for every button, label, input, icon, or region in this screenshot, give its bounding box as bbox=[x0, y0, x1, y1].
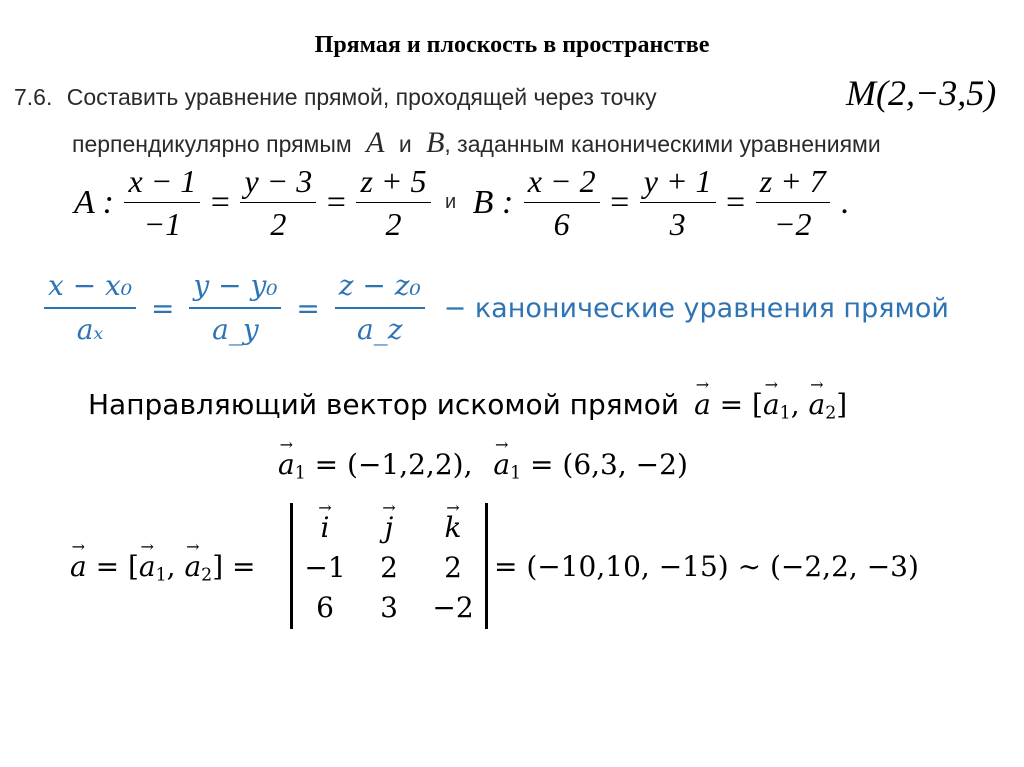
problem-line-2 bbox=[72, 126, 881, 160]
numerator: x − 2 bbox=[527, 163, 596, 199]
denominator: 3 bbox=[640, 202, 716, 245]
problem-text-2a: перпендикулярно прямым bbox=[72, 131, 352, 157]
and-word: и bbox=[445, 191, 457, 213]
numerator: y − y₀ bbox=[193, 269, 278, 302]
equals-sign: = bbox=[296, 291, 320, 325]
page-title: Прямая и плоскость в пространстве bbox=[314, 32, 710, 58]
equals-sign: = bbox=[610, 183, 630, 221]
denominator: a_z bbox=[335, 307, 425, 351]
problem-number: 7.6. bbox=[14, 84, 53, 110]
vector-a1-value: = (−1,2,2), bbox=[314, 448, 473, 481]
matrix-cell: −2 bbox=[432, 591, 474, 624]
lines-equations bbox=[72, 160, 851, 245]
denominator: −2 bbox=[756, 202, 830, 245]
denominator: 2 bbox=[356, 202, 430, 245]
eq-b-label: B : bbox=[472, 183, 514, 221]
eq-a-fraction-2 bbox=[240, 160, 316, 245]
eq-b-fraction-2 bbox=[640, 160, 716, 245]
equals-sign: = bbox=[150, 291, 175, 325]
vector-a1: → a bbox=[139, 550, 156, 583]
numerator: z + 7 bbox=[759, 163, 826, 199]
formula-eq: = [ bbox=[719, 388, 763, 421]
numerator: y + 1 bbox=[643, 163, 712, 199]
matrix-cell bbox=[293, 511, 357, 544]
line-b-label: B bbox=[426, 126, 445, 159]
eq-a-label: A : bbox=[74, 183, 114, 221]
numerator: y − 3 bbox=[244, 163, 313, 199]
canon-fraction-2 bbox=[189, 265, 281, 351]
equals-sign: = bbox=[726, 183, 746, 221]
vector-a: → a bbox=[70, 550, 87, 583]
vector-a2: → a bbox=[184, 550, 201, 583]
vector-a2-value: = (6,3, −2) bbox=[530, 448, 688, 481]
cross-close: ] = bbox=[212, 550, 256, 583]
canonical-equation bbox=[44, 265, 949, 351]
denominator: 6 bbox=[524, 202, 600, 245]
determinant-matrix bbox=[290, 503, 488, 629]
direction-vector-line bbox=[88, 388, 847, 423]
numerator: x − x₀ bbox=[48, 269, 133, 302]
matrix-cell: 2 bbox=[444, 551, 462, 584]
vectors-line: → $a_1 = (-1,2,2)$, → $a_1 = (6,3$, −2) bbox=[278, 448, 688, 483]
eq-a-fraction-3 bbox=[356, 160, 430, 245]
canonical-caption: − канонические уравнения прямой bbox=[443, 292, 949, 324]
unit-vector-j: → j bbox=[385, 511, 394, 544]
eq-b-fraction-1 bbox=[524, 160, 600, 245]
matrix-cell: 2 bbox=[380, 551, 398, 584]
numerator: x − 1 bbox=[128, 163, 197, 199]
cross-product-result: = (−10,10, −15) ∼ (−2,2, −3) bbox=[494, 550, 919, 583]
formula-close: ] bbox=[836, 388, 848, 421]
equals-sign: = bbox=[326, 183, 346, 221]
matrix-cell bbox=[357, 511, 421, 544]
problem-text-1: Составить уравнение прямой, проходящей через точку bbox=[66, 84, 657, 110]
matrix-cell bbox=[421, 511, 485, 544]
eq-a-fraction-1 bbox=[124, 160, 200, 245]
matrix-cell: 3 bbox=[380, 591, 398, 624]
matrix-cell: −1 bbox=[304, 551, 346, 584]
vector-a2: → a bbox=[809, 388, 826, 421]
matrix-cell: 6 bbox=[316, 591, 334, 624]
numerator: z − z₀ bbox=[338, 269, 421, 302]
denominator: a_y bbox=[189, 307, 281, 351]
canon-fraction-3 bbox=[335, 265, 425, 351]
cross-product-lhs: → a = [→ $a_1$, → $a_2$] = bbox=[70, 550, 256, 585]
unit-vector-i: → i bbox=[321, 511, 330, 544]
cross-open: = [ bbox=[95, 550, 139, 583]
eq-b-fraction-3 bbox=[756, 160, 830, 245]
denominator: aₓ bbox=[44, 307, 136, 351]
period: . bbox=[840, 183, 849, 221]
vector-a1: → a bbox=[493, 448, 510, 481]
and-word: и bbox=[398, 131, 412, 157]
equals-sign: = bbox=[210, 183, 230, 221]
canon-fraction-1 bbox=[44, 265, 136, 351]
vector-a: → a bbox=[694, 388, 711, 421]
vector-a1: → a bbox=[763, 388, 780, 421]
problem-line-1 bbox=[14, 84, 657, 111]
unit-vector-k: → k bbox=[445, 511, 462, 544]
denominator: −1 bbox=[124, 202, 200, 245]
vector-a1: → a bbox=[278, 448, 295, 481]
problem-text-2b: , заданным каноническими уравнениями bbox=[444, 131, 881, 157]
line-a-label: A bbox=[366, 126, 385, 159]
direction-formula: → a = [→ $a_1$, → $a_2$] bbox=[694, 388, 847, 421]
direction-text: Направляющий вектор искомой прямой bbox=[88, 388, 680, 421]
point-m: M(2,−3,5) bbox=[846, 73, 997, 113]
numerator: z + 5 bbox=[360, 163, 427, 199]
denominator: 2 bbox=[240, 202, 316, 245]
